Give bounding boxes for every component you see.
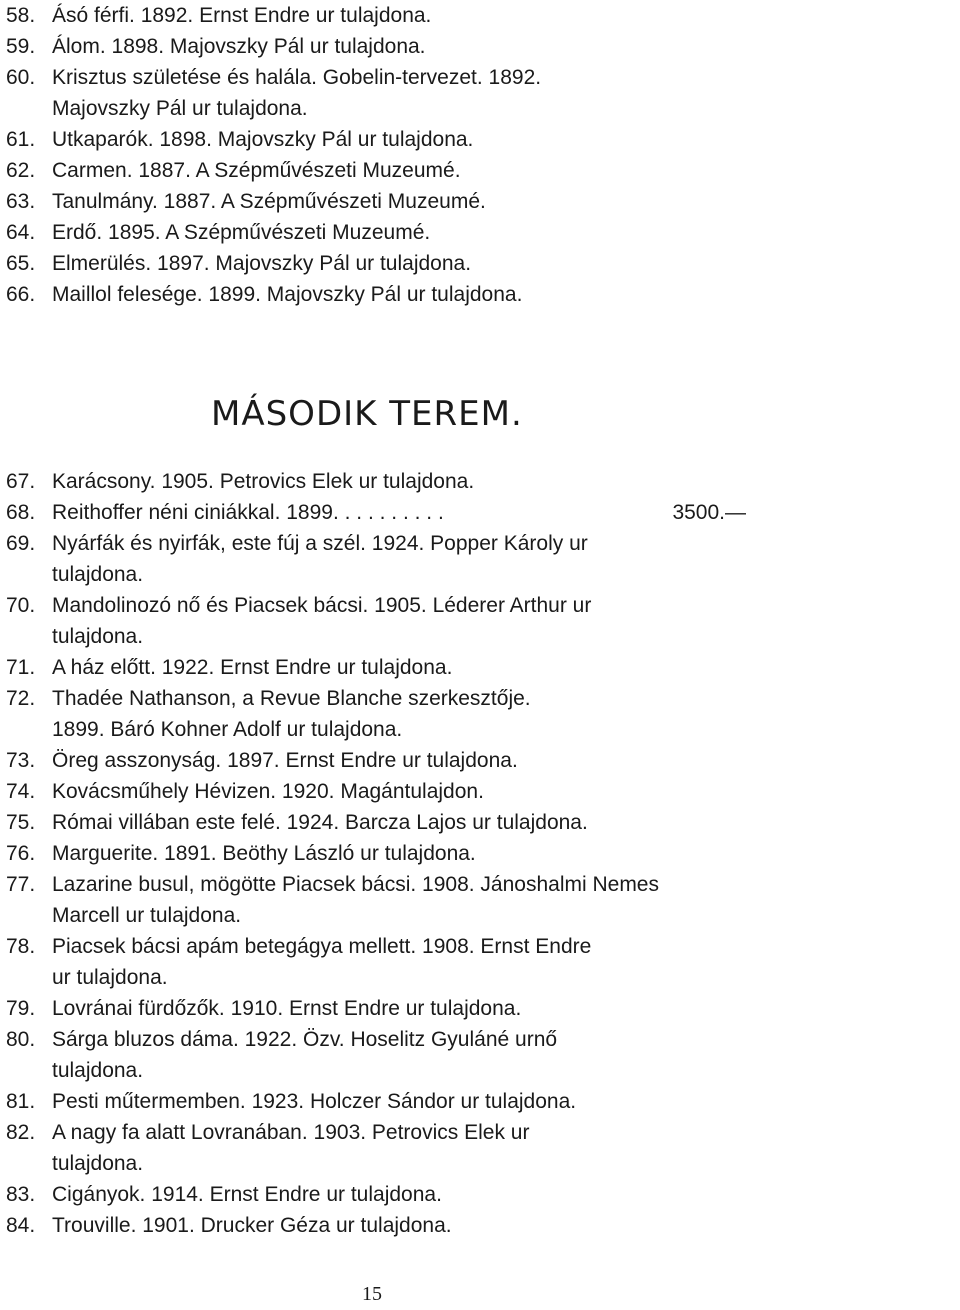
entry-text: Erdő. 1895. A Szépművészeti Muzeumé. xyxy=(52,221,431,244)
entry-continuation: tulajdona. xyxy=(52,1152,144,1175)
entry-number: 71. xyxy=(6,656,36,679)
entry-text-block xyxy=(52,683,766,745)
entry-number: 62. xyxy=(6,159,36,182)
entry-continuation: Majovszky Pál ur tulajdona. xyxy=(52,97,308,120)
entry-number: 77. xyxy=(6,873,36,896)
entry-title xyxy=(52,652,766,683)
entry-text-block xyxy=(52,466,766,497)
entry-title xyxy=(52,869,766,900)
catalog-entry xyxy=(6,155,766,186)
entry-number: 69. xyxy=(6,532,36,555)
entry-title xyxy=(52,155,766,186)
entry-text-block xyxy=(52,1179,766,1210)
catalog-entry xyxy=(6,838,766,869)
entry-title xyxy=(52,1210,766,1241)
entry-number: 67. xyxy=(6,470,36,493)
page-number: 15 xyxy=(362,1283,382,1305)
catalog-entry xyxy=(6,1024,766,1086)
entry-continuation: 1899. Báró Kohner Adolf ur tulajdona. xyxy=(52,718,403,741)
entry-title xyxy=(52,31,766,62)
entry-text-block xyxy=(52,186,766,217)
entry-text: Álom. 1898. Majovszky Pál ur tulajdona. xyxy=(52,35,426,58)
entry-text-block xyxy=(52,497,766,528)
entry-title xyxy=(52,497,766,528)
catalog-entry xyxy=(6,1179,766,1210)
catalog-entry xyxy=(6,1117,766,1179)
catalog-entry xyxy=(6,590,766,652)
entry-text-block xyxy=(52,993,766,1024)
entry-text: Maillol felesége. 1899. Majovszky Pál ur tulajdona. xyxy=(52,283,523,306)
entry-title xyxy=(52,807,766,838)
entry-number: 65. xyxy=(6,252,36,275)
entry-title xyxy=(52,931,766,962)
catalog-entry xyxy=(6,869,766,931)
entry-text: Krisztus születése és halála. Gobelin-tervezet. 1892. xyxy=(52,66,542,89)
entry-text-block xyxy=(52,652,766,683)
entry-continuation: tulajdona. xyxy=(52,563,144,586)
entry-text-block xyxy=(52,1210,766,1241)
entry-text-block xyxy=(52,590,766,652)
entry-title xyxy=(52,124,766,155)
entry-number: 61. xyxy=(6,128,36,151)
catalog-entry xyxy=(6,776,766,807)
catalog-entry xyxy=(6,0,766,31)
entry-text: Piacsek bácsi apám betegágya mellett. 1908. Ernst Endre xyxy=(52,935,592,958)
entry-text: Elmerülés. 1897. Majovszky Pál ur tulajdona. xyxy=(52,252,472,275)
catalog-entry xyxy=(6,1210,766,1241)
entry-title xyxy=(52,279,766,310)
entry-text: Utkaparók. 1898. Majovszky Pál ur tulajdona. xyxy=(52,128,474,151)
entry-number: 76. xyxy=(6,842,36,865)
entry-text-block xyxy=(52,1117,766,1179)
entry-title xyxy=(52,528,766,559)
entry-price: 3500.— xyxy=(672,501,746,524)
entry-text-block xyxy=(52,62,766,124)
entry-text: Pesti műtermemben. 1923. Holczer Sándor ur tulajdona. xyxy=(52,1090,577,1113)
catalog-entry xyxy=(6,124,766,155)
entry-title xyxy=(52,248,766,279)
entry-title xyxy=(52,838,766,869)
entry-title xyxy=(52,993,766,1024)
entry-text-block xyxy=(52,1024,766,1086)
entry-text: Mandolinozó nő és Piacsek bácsi. 1905. Léderer Arthur ur xyxy=(52,594,592,617)
entry-continuation: tulajdona. xyxy=(52,1059,144,1082)
entry-title xyxy=(52,186,766,217)
entry-text-block xyxy=(52,807,766,838)
entry-text: A ház előtt. 1922. Ernst Endre ur tulajdona. xyxy=(52,656,453,679)
catalog-entry xyxy=(6,652,766,683)
catalog-entry xyxy=(6,186,766,217)
entry-number: 66. xyxy=(6,283,36,306)
entry-text: Ásó férfi. 1892. Ernst Endre ur tulajdona. xyxy=(52,4,432,27)
entry-text: Thadée Nathanson, a Revue Blanche szerkesztője. xyxy=(52,687,531,710)
entry-text-block xyxy=(52,124,766,155)
catalog-entry xyxy=(6,217,766,248)
entry-number: 58. xyxy=(6,4,36,27)
entry-number: 64. xyxy=(6,221,36,244)
entry-text-block xyxy=(52,217,766,248)
entry-text: Kovácsműhely Hévizen. 1920. Magántulajdon. xyxy=(52,780,484,803)
entry-text-block xyxy=(52,776,766,807)
entry-text-block xyxy=(52,0,766,31)
entry-number: 79. xyxy=(6,997,36,1020)
entry-number: 78. xyxy=(6,935,36,958)
entry-number: 59. xyxy=(6,35,36,58)
entry-title xyxy=(52,1117,766,1148)
entry-text: Reithoffer néni ciniákkal. 1899. . . . . . . . . . xyxy=(52,501,444,524)
entry-text: Cigányok. 1914. Ernst Endre ur tulajdona. xyxy=(52,1183,442,1206)
entry-number: 81. xyxy=(6,1090,36,1113)
entry-title xyxy=(52,683,766,714)
entry-title xyxy=(52,1024,766,1055)
entry-text-block xyxy=(52,869,766,931)
catalog-entry xyxy=(6,248,766,279)
entry-number: 72. xyxy=(6,687,36,710)
entry-text: Marguerite. 1891. Beöthy László ur tulajdona. xyxy=(52,842,476,865)
catalog-entry xyxy=(6,745,766,776)
entry-text: Karácsony. 1905. Petrovics Elek ur tulajdona. xyxy=(52,470,475,493)
entry-number: 70. xyxy=(6,594,36,617)
entry-number: 83. xyxy=(6,1183,36,1206)
entry-text: Trouville. 1901. Drucker Géza ur tulajdona. xyxy=(52,1214,452,1237)
entry-text: Lovránai fürdőzők. 1910. Ernst Endre ur tulajdona. xyxy=(52,997,522,1020)
entry-title xyxy=(52,217,766,248)
entry-text: Lazarine busul, mögötte Piacsek bácsi. 1908. Jánoshalmi Nemes xyxy=(52,873,659,896)
entry-text-block xyxy=(52,1086,766,1117)
entry-title xyxy=(52,776,766,807)
entry-number: 63. xyxy=(6,190,36,213)
entry-continuation: ur tulajdona. xyxy=(52,966,168,989)
entry-title xyxy=(52,62,766,93)
entry-text-block xyxy=(52,745,766,776)
entry-number: 74. xyxy=(6,780,36,803)
entry-number: 60. xyxy=(6,66,36,89)
catalog-list-first xyxy=(6,0,766,310)
entry-text: Tanulmány. 1887. A Szépművészeti Muzeumé. xyxy=(52,190,486,213)
entry-text-block xyxy=(52,528,766,590)
catalog-entry xyxy=(6,683,766,745)
entry-text: Nyárfák és nyirfák, este fúj a szél. 1924. Popper Károly ur xyxy=(52,532,588,555)
entry-title xyxy=(52,1086,766,1117)
catalog-entry xyxy=(6,62,766,124)
entry-number: 68. xyxy=(6,501,36,524)
entry-title xyxy=(52,466,766,497)
entry-number: 84. xyxy=(6,1214,36,1237)
entry-title xyxy=(52,1179,766,1210)
entry-text-block xyxy=(52,155,766,186)
catalog-entry xyxy=(6,931,766,993)
entry-number: 82. xyxy=(6,1121,36,1144)
entry-text-block xyxy=(52,248,766,279)
catalog-entry xyxy=(6,528,766,590)
entry-text: Sárga bluzos dáma. 1922. Özv. Hoselitz Gyuláné urnő xyxy=(52,1028,558,1051)
entry-number: 80. xyxy=(6,1028,36,1051)
section-heading: MÁSODIK TEREM. xyxy=(211,394,523,434)
catalog-entry xyxy=(6,497,766,528)
catalog-entry xyxy=(6,1086,766,1117)
entry-continuation: tulajdona. xyxy=(52,625,144,648)
catalog-list-second xyxy=(6,466,766,1241)
entry-text-block xyxy=(52,31,766,62)
entry-text-block xyxy=(52,279,766,310)
entry-text: Carmen. 1887. A Szépművészeti Muzeumé. xyxy=(52,159,461,182)
entry-title xyxy=(52,0,766,31)
entry-text-block xyxy=(52,838,766,869)
catalog-entry xyxy=(6,466,766,497)
entry-text: Öreg asszonyság. 1897. Ernst Endre ur tulajdona. xyxy=(52,749,518,772)
entry-title xyxy=(52,745,766,776)
entry-continuation: Marcell ur tulajdona. xyxy=(52,904,242,927)
catalog-entry xyxy=(6,807,766,838)
entry-text: A nagy fa alatt Lovranában. 1903. Petrovics Elek ur xyxy=(52,1121,530,1144)
catalog-entry xyxy=(6,31,766,62)
catalog-entry xyxy=(6,993,766,1024)
catalog-entry xyxy=(6,279,766,310)
entry-text-block xyxy=(52,931,766,993)
entry-number: 73. xyxy=(6,749,36,772)
entry-title xyxy=(52,590,766,621)
entry-text: Római villában este felé. 1924. Barcza Lajos ur tulajdona. xyxy=(52,811,588,834)
entry-number: 75. xyxy=(6,811,36,834)
